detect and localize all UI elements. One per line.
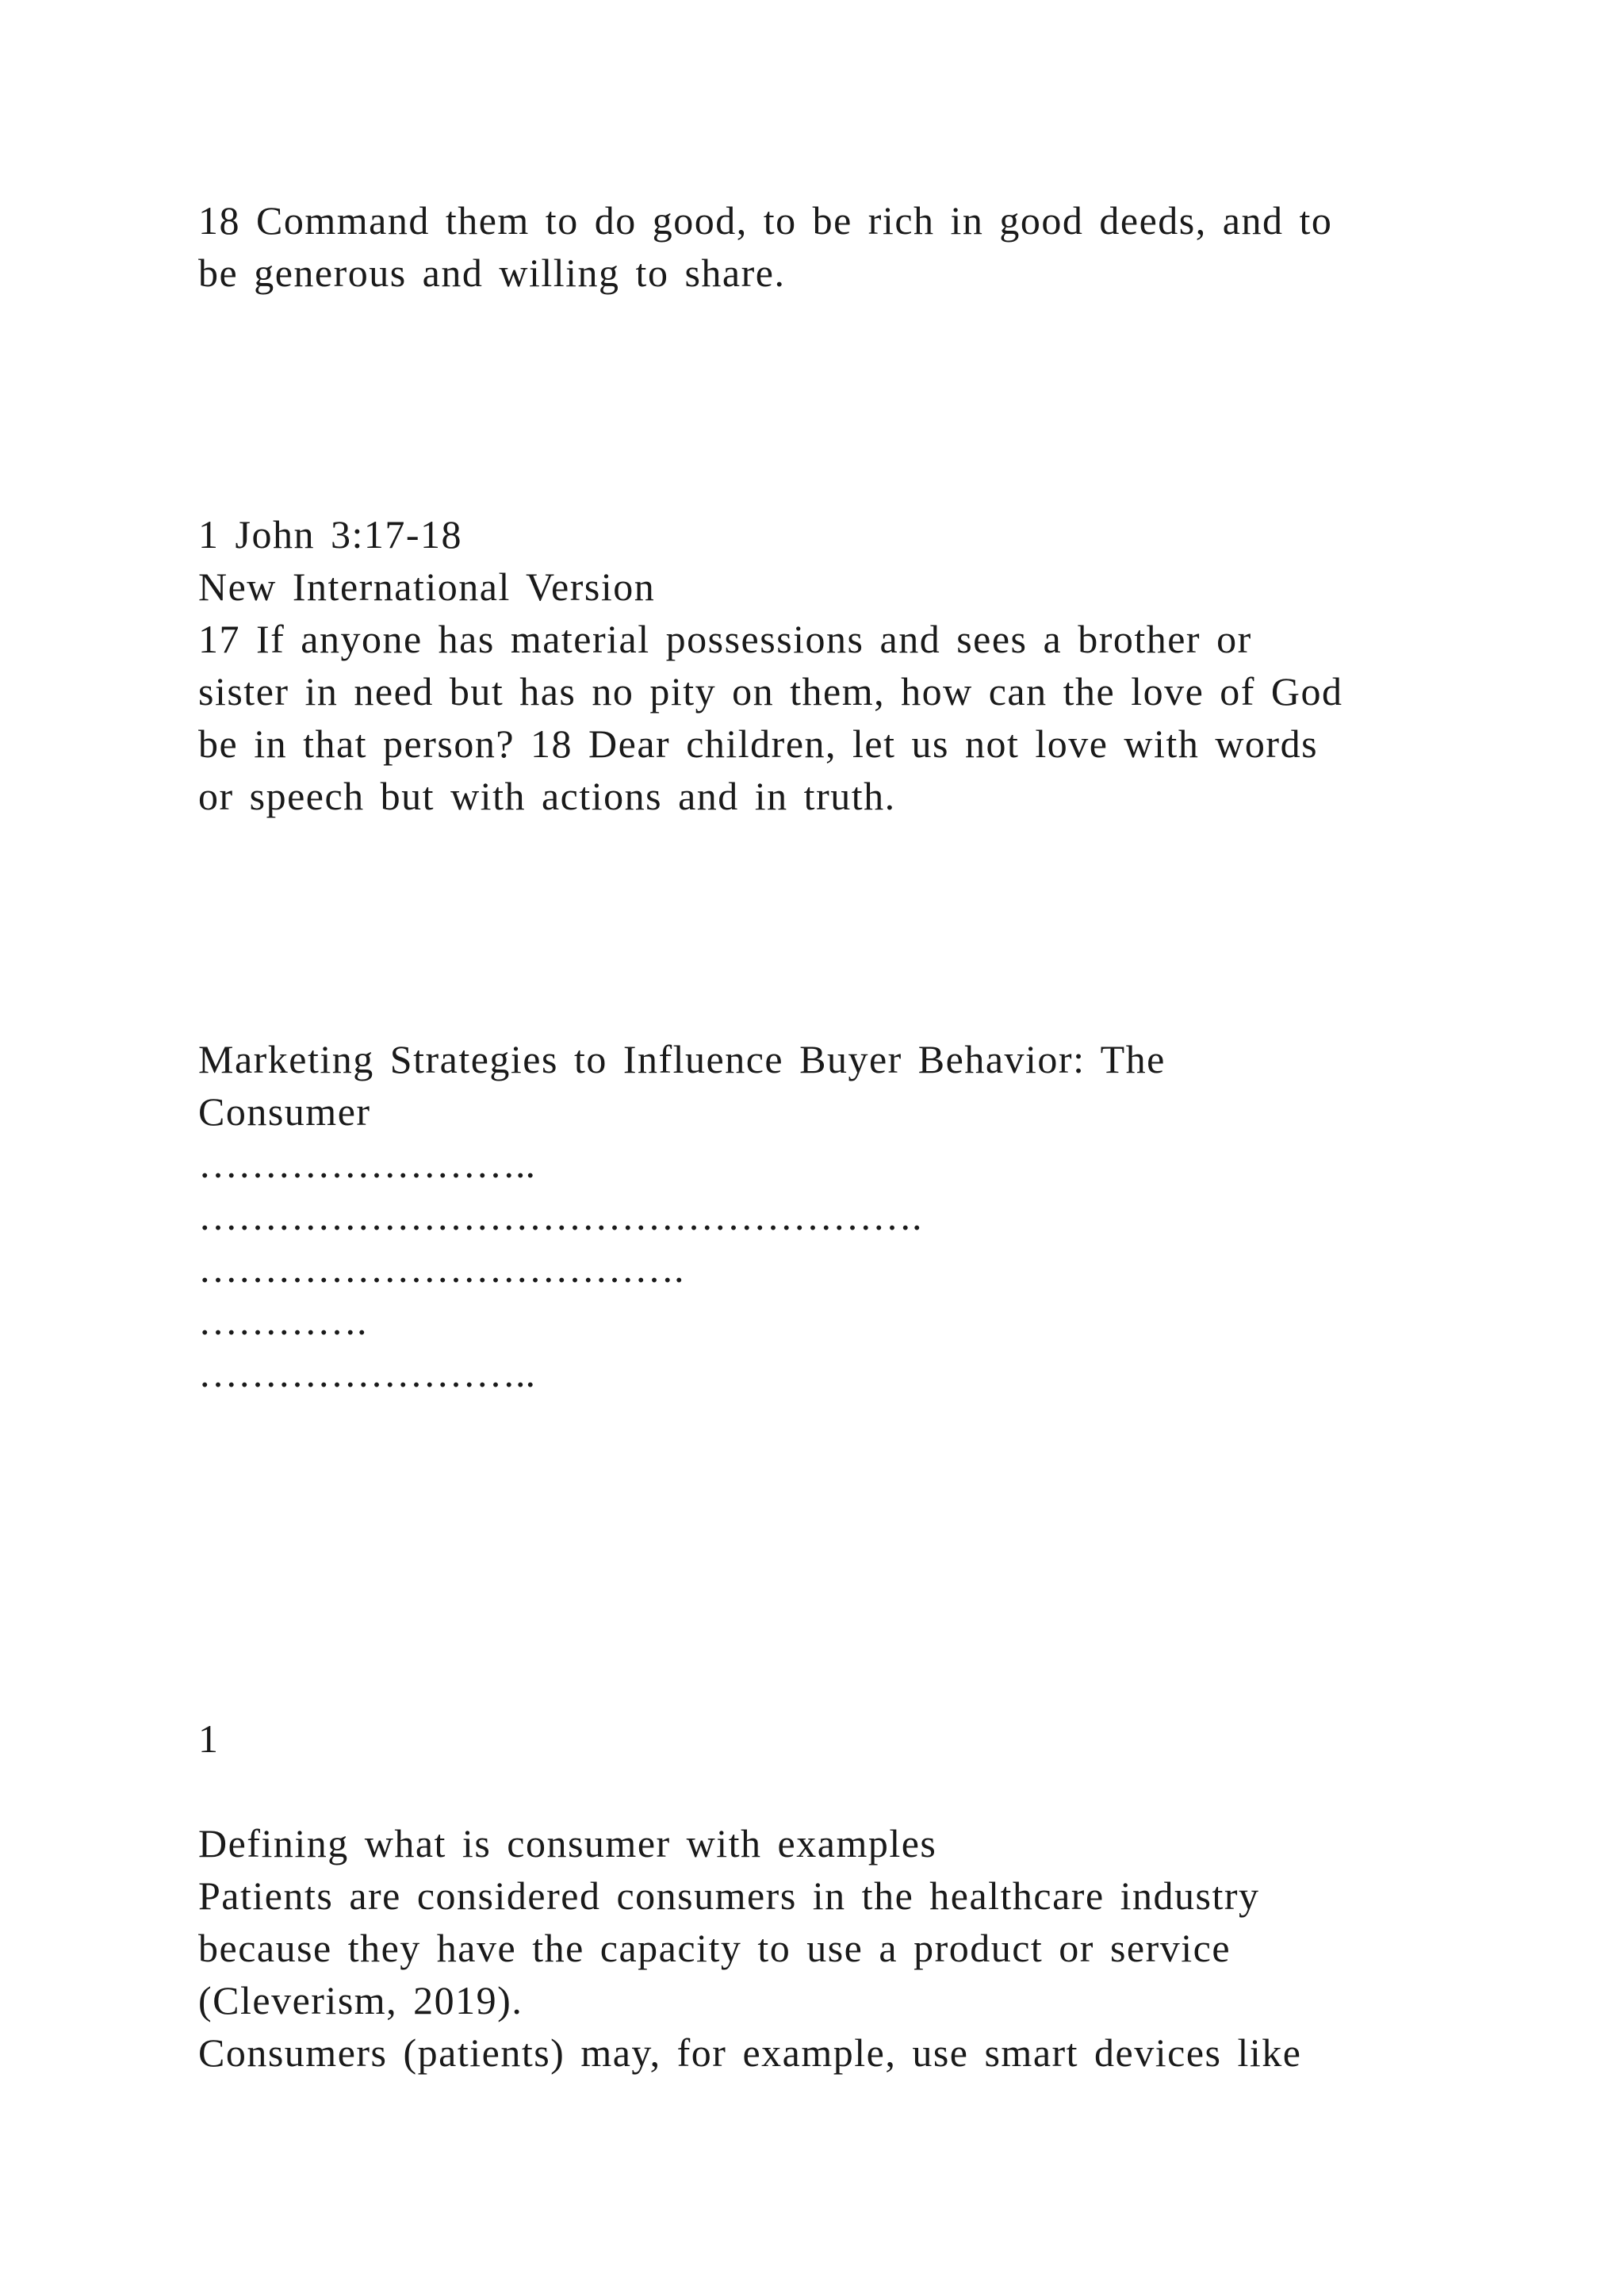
text-line: 17 If anyone has material possessions and sees a brother or (198, 617, 1252, 661)
dotted-line: ………………………………………………. (198, 1194, 922, 1238)
bible-version: New International Version (198, 564, 656, 609)
text-line: 18 Command them to do good, to be rich in good deeds, and to (198, 198, 1333, 243)
text-line: sister in need but has no pity on them, how can the love of God (198, 669, 1343, 714)
slide-title: Marketing Strategies to Influence Buyer Behavior: The (198, 1037, 1166, 1081)
text-line: be in that person? 18 Dear children, let us not love with words (198, 721, 1319, 766)
text-line: because they have the capacity to use a product or service (198, 1926, 1231, 1970)
dotted-line: ………………………………. (198, 1246, 684, 1291)
text-line: be generous and willing to share. (198, 251, 786, 295)
text-line: Consumers (patients) may, for example, use smart devices like (198, 2030, 1302, 2075)
text-line: Patients are considered consumers in the healthcare industry (198, 1873, 1260, 1918)
slide-title: Consumer (198, 1089, 371, 1134)
dotted-line: …………. (198, 1299, 367, 1343)
section-heading: Defining what is consumer with examples (198, 1821, 937, 1866)
text-line: or speech but with actions and in truth. (198, 774, 896, 818)
scripture-reference: 1 John 3:17-18 (198, 512, 462, 557)
dotted-line: …………………….. (198, 1351, 535, 1395)
text-line: (Cleverism, 2019). (198, 1978, 523, 2022)
slide-number: 1 (198, 1716, 220, 1761)
dotted-line: …………………….. (198, 1142, 535, 1186)
